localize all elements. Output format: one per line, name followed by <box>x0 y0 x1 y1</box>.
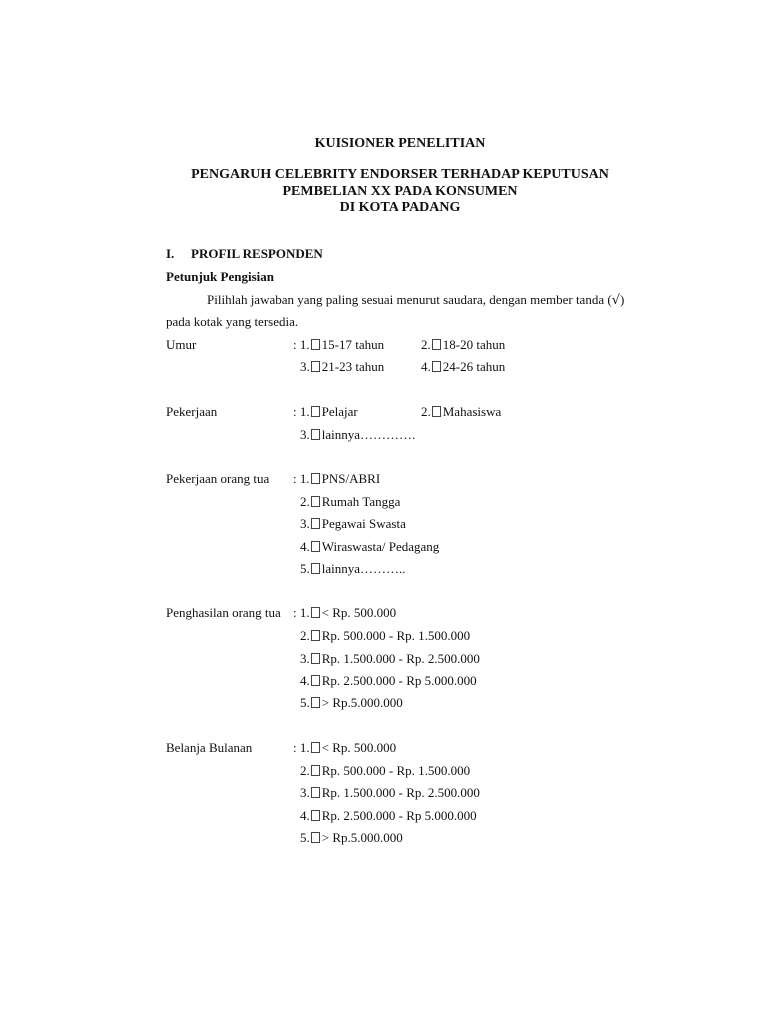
instruction-text-a: Pilihlah jawaban yang paling sesuai menurut saudara, dengan member tanda ( <box>207 292 612 307</box>
option-row <box>293 740 396 756</box>
option-row <box>300 785 480 801</box>
option-text: < Rp. 500.000 <box>321 605 397 620</box>
option-number: 4. <box>421 359 431 374</box>
option-number: 2. <box>421 404 431 419</box>
question-label-pekerjaan: Pekerjaan <box>166 404 218 419</box>
option-row <box>300 628 470 644</box>
checkbox-pekerjaan-ortu-3[interactable] <box>311 518 320 529</box>
option-row <box>293 605 396 621</box>
option-number: 3. <box>300 651 310 666</box>
option-number: 1. <box>299 337 310 352</box>
option-number: 2. <box>300 494 310 509</box>
checkbox-pekerjaan-1[interactable] <box>311 406 320 417</box>
checkbox-umur-3[interactable] <box>311 361 320 372</box>
option-row <box>421 404 501 420</box>
option-number: 1. <box>299 605 310 620</box>
option-row <box>300 359 384 375</box>
option-row <box>300 427 415 443</box>
option-number: 5. <box>300 830 310 845</box>
question-label-penghasilan-ortu: Penghasilan orang tua <box>166 605 281 620</box>
option-row <box>421 337 505 353</box>
checkbox-penghasilan-ortu-3[interactable] <box>311 653 320 664</box>
option-number: 2. <box>421 337 431 352</box>
option-text: Rp. 2.500.000 - Rp 5.000.000 <box>321 673 477 688</box>
option-text: > Rp.5.000.000 <box>321 830 403 845</box>
option-row <box>300 830 403 846</box>
option-number: 4. <box>300 539 310 554</box>
option-text: Wiraswasta/ Pedagang <box>321 539 440 554</box>
option-number: 2. <box>300 763 310 778</box>
option-text: Mahasiswa <box>442 404 502 419</box>
option-row <box>421 359 505 375</box>
checkbox-pekerjaan-ortu-5[interactable] <box>311 563 320 574</box>
checkbox-belanja-4[interactable] <box>311 810 320 821</box>
option-number: 3. <box>300 359 310 374</box>
option-text: Rp. 1.500.000 - Rp. 2.500.000 <box>321 651 480 666</box>
research-title-line-3: DI KOTA PADANG <box>339 200 461 215</box>
option-row <box>300 494 400 510</box>
checkbox-belanja-2[interactable] <box>311 765 320 776</box>
option-text: Rp. 500.000 - Rp. 1.500.000 <box>321 628 471 643</box>
option-number: 3. <box>300 785 310 800</box>
checkbox-penghasilan-ortu-5[interactable] <box>311 697 320 708</box>
option-row <box>293 337 384 353</box>
checkbox-belanja-5[interactable] <box>311 832 320 843</box>
research-title-line-1: PENGARUH CELEBRITY ENDORSER TERHADAP KEPUTUSAN <box>191 167 609 182</box>
instruction-text-b: ) <box>619 292 625 307</box>
checkbox-umur-4[interactable] <box>432 361 441 372</box>
checkbox-umur-1[interactable] <box>311 339 320 350</box>
checkbox-belanja-1[interactable] <box>311 742 320 753</box>
checkbox-pekerjaan-ortu-1[interactable] <box>311 473 320 484</box>
option-text: Rp. 500.000 - Rp. 1.500.000 <box>321 763 471 778</box>
option-text: < Rp. 500.000 <box>321 740 397 755</box>
question-label-pekerjaan-ortu: Pekerjaan orang tua <box>166 471 270 486</box>
option-text: PNS/ABRI <box>321 471 381 486</box>
section-title: PROFIL RESPONDEN <box>191 246 323 261</box>
colon: : <box>293 740 297 755</box>
checkbox-pekerjaan-2[interactable] <box>432 406 441 417</box>
checkbox-penghasilan-ortu-1[interactable] <box>311 607 320 618</box>
instruction-text-line-1 <box>207 292 624 309</box>
option-text: lainnya……….. <box>321 561 406 576</box>
question-label-umur: Umur <box>166 337 197 352</box>
option-row <box>293 404 358 420</box>
colon: : <box>293 471 297 486</box>
option-row <box>293 471 380 487</box>
option-row <box>300 651 480 667</box>
checkbox-pekerjaan-ortu-4[interactable] <box>311 541 320 552</box>
option-number: 5. <box>300 695 310 710</box>
option-row <box>300 763 470 779</box>
option-number: 3. <box>300 516 310 531</box>
option-row <box>300 539 439 555</box>
question-label-belanja-bulanan: Belanja Bulanan <box>166 740 253 755</box>
instruction-text-line-2: pada kotak yang tersedia. <box>166 314 299 329</box>
colon: : <box>293 605 297 620</box>
option-text: 24-26 tahun <box>442 359 506 374</box>
option-row <box>300 695 403 711</box>
option-text: Pelajar <box>321 404 358 419</box>
option-text: Pegawai Swasta <box>321 516 406 531</box>
option-row <box>300 673 477 689</box>
option-row <box>300 808 477 824</box>
option-number: 1. <box>299 404 310 419</box>
option-number: 5. <box>300 561 310 576</box>
section-number: I. <box>166 246 175 261</box>
option-number: 4. <box>300 808 310 823</box>
option-number: 4. <box>300 673 310 688</box>
checkbox-pekerjaan-3[interactable] <box>311 429 320 440</box>
option-text: > Rp.5.000.000 <box>321 695 403 710</box>
option-text: 15-17 tahun <box>321 337 385 352</box>
checkbox-penghasilan-ortu-2[interactable] <box>311 630 320 641</box>
option-text: 21-23 tahun <box>321 359 385 374</box>
option-text: 18-20 tahun <box>442 337 506 352</box>
option-row <box>300 561 406 577</box>
checkbox-belanja-3[interactable] <box>311 787 320 798</box>
option-number: 3. <box>300 427 310 442</box>
option-row <box>300 516 406 532</box>
document-title: KUISIONER PENELITIAN <box>314 136 486 151</box>
option-number: 1. <box>299 471 310 486</box>
research-title-line-2: PEMBELIAN XX PADA KONSUMEN <box>282 184 518 199</box>
option-text: lainnya…………. <box>321 427 416 442</box>
option-number: 2. <box>300 628 310 643</box>
colon: : <box>293 404 297 419</box>
checkbox-pekerjaan-ortu-2[interactable] <box>311 496 320 507</box>
checkbox-umur-2[interactable] <box>432 339 441 350</box>
option-text: Rumah Tangga <box>321 494 401 509</box>
instruction-title: Petunjuk Pengisian <box>166 269 274 284</box>
checkbox-penghasilan-ortu-4[interactable] <box>311 675 320 686</box>
option-text: Rp. 2.500.000 - Rp 5.000.000 <box>321 808 477 823</box>
option-number: 1. <box>299 740 310 755</box>
option-text: Rp. 1.500.000 - Rp. 2.500.000 <box>321 785 480 800</box>
colon: : <box>293 337 297 352</box>
checkmark-icon: √ <box>611 293 620 308</box>
